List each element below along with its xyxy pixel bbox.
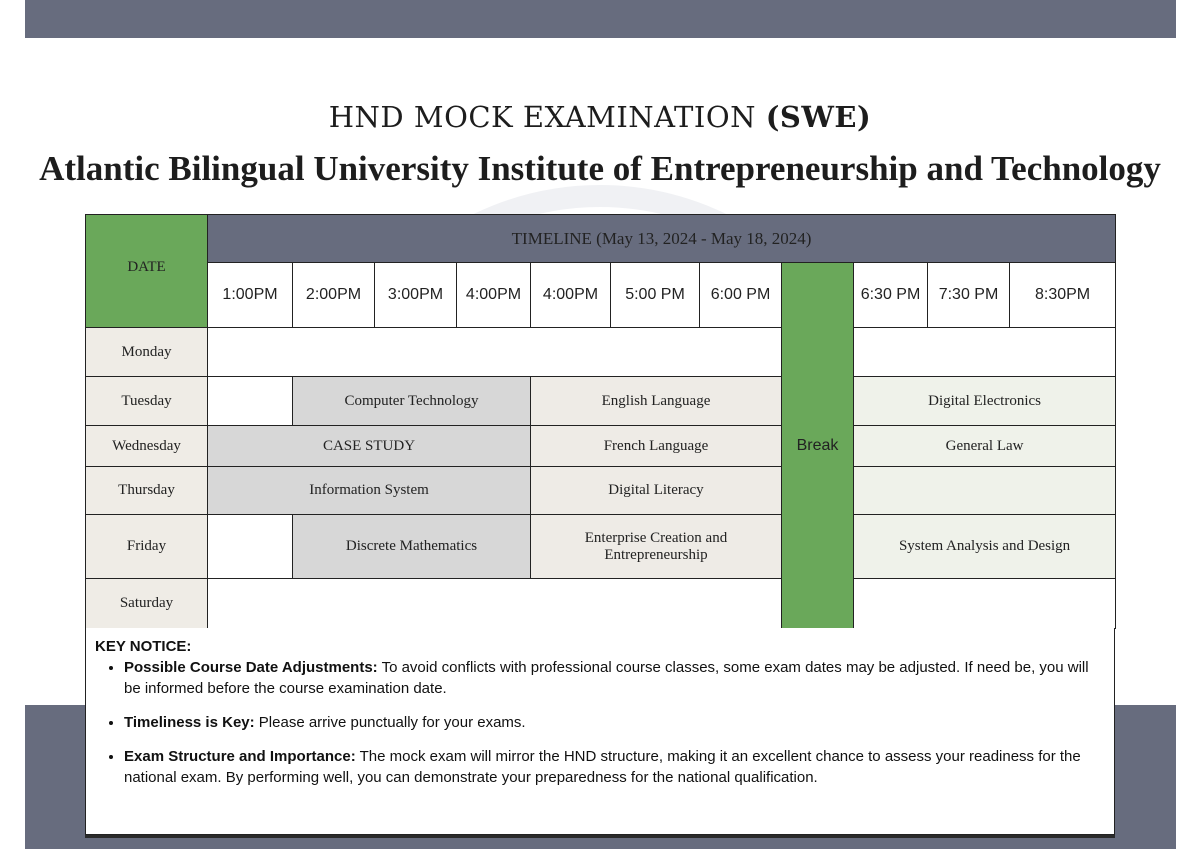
time-slot: 6:00 PM	[700, 263, 782, 328]
notice-heading: KEY NOTICE:	[95, 638, 192, 655]
course-cell: Digital Electronics	[854, 377, 1116, 426]
row-thursday	[86, 467, 1116, 515]
exam-title: HND MOCK EXAMINATION (SWE)	[328, 100, 872, 134]
timetable	[85, 214, 1116, 629]
notice-item-title: Timeliness is Key:	[124, 714, 255, 731]
time-slot: 4:00PM	[457, 263, 531, 328]
day-label: Wednesday	[86, 426, 208, 467]
notice-item-text: The mock exam will mirror the HND structure, making it an excellent chance to assess your readiness for the national exam. By performing well, you can demonstrate your preparedness for the national qualification.	[124, 748, 1081, 786]
time-slot: 5:00 PM	[611, 263, 700, 328]
notice-item	[124, 657, 1104, 699]
break-column: Break	[782, 263, 854, 629]
day-label: Thursday	[86, 467, 208, 515]
time-slot: 7:30 PM	[928, 263, 1010, 328]
course-cell: French Language	[531, 426, 782, 467]
course-cell: CASE STUDY	[208, 426, 531, 467]
row-tuesday	[86, 377, 1116, 426]
course-cell: Enterprise Creation and Entrepreneurship	[531, 515, 782, 579]
empty-slot	[208, 328, 782, 377]
date-header: DATE	[86, 215, 208, 328]
empty-slot	[854, 328, 1116, 377]
day-label: Friday	[86, 515, 208, 579]
key-notice-box	[85, 628, 1115, 835]
course-cell: Computer Technology	[293, 377, 531, 426]
row-wednesday	[86, 426, 1116, 467]
course-cell: Digital Literacy	[531, 467, 782, 515]
empty-slot	[208, 579, 782, 629]
time-slot: 1:00PM	[208, 263, 293, 328]
day-label: Saturday	[86, 579, 208, 629]
empty-slot	[208, 377, 293, 426]
course-cell: Information System	[208, 467, 531, 515]
notice-list	[95, 657, 1104, 788]
empty-slot	[854, 579, 1116, 629]
empty-slot	[854, 467, 1116, 515]
row-saturday	[86, 579, 1116, 629]
notice-item	[124, 746, 1104, 788]
course-cell: English Language	[531, 377, 782, 426]
course-cell: System Analysis and Design	[854, 515, 1116, 579]
day-label: Tuesday	[86, 377, 208, 426]
day-label: Monday	[86, 328, 208, 377]
notice-item-text: To avoid conflicts with professional course classes, some exam dates may be adjusted. If need be, you will be informed before the course examination date.	[124, 659, 1089, 697]
time-slot: 3:00PM	[375, 263, 457, 328]
time-slot: 2:00PM	[293, 263, 375, 328]
notice-item-title: Exam Structure and Importance:	[124, 748, 356, 765]
timeline-header: TIMELINE (May 13, 2024 - May 18, 2024)	[208, 215, 1116, 263]
institution-name: Atlantic Bilingual University Institute of Entrepreneurship and Technology	[39, 149, 1161, 188]
time-slot: 6:30 PM	[854, 263, 928, 328]
empty-slot	[208, 515, 293, 579]
notice-item-text: Please arrive punctually for your exams.	[254, 714, 526, 731]
time-slot: 4:00PM	[531, 263, 611, 328]
notice-item-title: Possible Course Date Adjustments:	[124, 659, 378, 676]
top-banner	[25, 0, 1176, 38]
notice-item	[124, 712, 1104, 733]
time-slot: 8:30PM	[1010, 263, 1116, 328]
course-cell: General Law	[854, 426, 1116, 467]
row-friday	[86, 515, 1116, 579]
course-cell: Discrete Mathematics	[293, 515, 531, 579]
row-monday	[86, 328, 1116, 377]
